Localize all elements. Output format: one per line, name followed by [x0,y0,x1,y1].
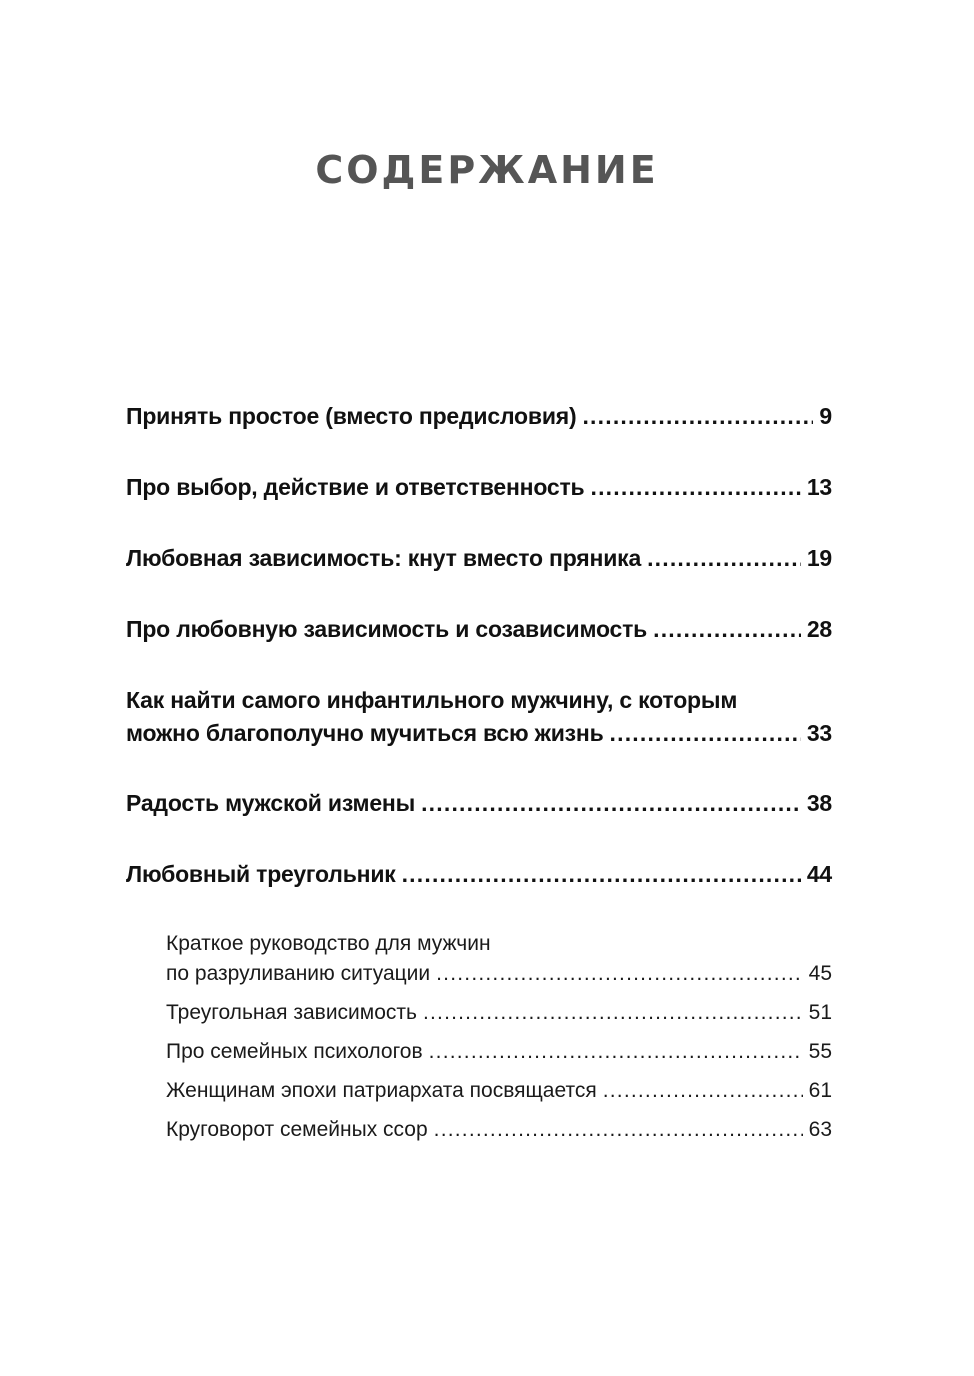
toc-subentry-title: Женщинам эпохи патриархата посвящается [166,1079,597,1102]
toc-entry [126,717,832,750]
dot-leader [402,858,801,891]
dot-leader [434,1115,803,1145]
page-title: СОДЕРЖАНИЕ [315,148,659,192]
dot-leader [603,1076,803,1106]
dot-leader [647,542,801,575]
toc-subentry-title-line1: Краткое руководство для мужчин [166,932,491,955]
toc-entry-title: Принять простое (вместо предисловия) [126,403,577,429]
toc-entry-page: 33 [806,720,832,746]
toc-subentry [166,959,832,989]
toc-entry-title-line1: Как найти самого инфантильного мужчину, с которым [126,687,738,713]
dot-leader [653,613,801,646]
toc-subentry-page: 63 [808,1118,832,1141]
dot-leader [429,1037,803,1067]
toc-entry[interactable] [126,858,832,891]
toc-subentry-multiline[interactable] [126,929,832,989]
toc-entry-page: 19 [806,545,832,571]
toc-entry-page: 44 [806,861,832,887]
dot-leader [610,717,801,750]
toc-entry-title: Про выбор, действие и ответственность [126,474,585,500]
toc-subentry[interactable] [166,1037,832,1067]
dot-leader [436,959,803,989]
toc-subentry-title: Про семейных психологов [166,1040,423,1063]
dot-leader [421,787,801,820]
dot-leader [591,471,801,504]
toc-subentry-page: 55 [808,1040,832,1063]
toc-subentry-page: 45 [808,962,832,985]
toc-entry-page: 28 [806,616,832,642]
dot-leader [582,400,813,433]
table-of-contents [126,400,832,1154]
toc-entry-page: 9 [819,403,832,429]
toc-entry[interactable] [126,471,832,504]
toc-entry-page: 38 [806,790,832,816]
toc-entry[interactable] [126,542,832,575]
toc-subentry-page: 51 [808,1001,832,1024]
toc-entry-title: можно благополучно мучиться всю жизнь [126,720,604,746]
toc-entry-title: Любовная зависимость: кнут вместо пряника [126,545,642,571]
toc-entry-page: 13 [806,474,832,500]
toc-entry[interactable] [126,400,832,433]
dot-leader [423,998,803,1028]
toc-entry-title: Любовный треугольник [126,861,396,887]
toc-entry-title: Радость мужской измены [126,790,416,816]
toc-entry-title: Про любовную зависимость и созависимость [126,616,648,642]
toc-subentry[interactable] [166,998,832,1028]
toc-subentry-title: по разруливанию ситуации [166,962,431,985]
toc-entry-multiline[interactable] [126,684,832,750]
toc-subentry-title: Треугольная зависимость [166,1001,417,1024]
toc-subentry-page: 61 [808,1079,832,1102]
toc-subentry[interactable] [166,1076,832,1106]
toc-subentry[interactable] [166,1115,832,1145]
toc-entry[interactable] [126,787,832,820]
toc-entry[interactable] [126,613,832,646]
toc-subentry-title: Круговорот семейных ссор [166,1118,428,1141]
